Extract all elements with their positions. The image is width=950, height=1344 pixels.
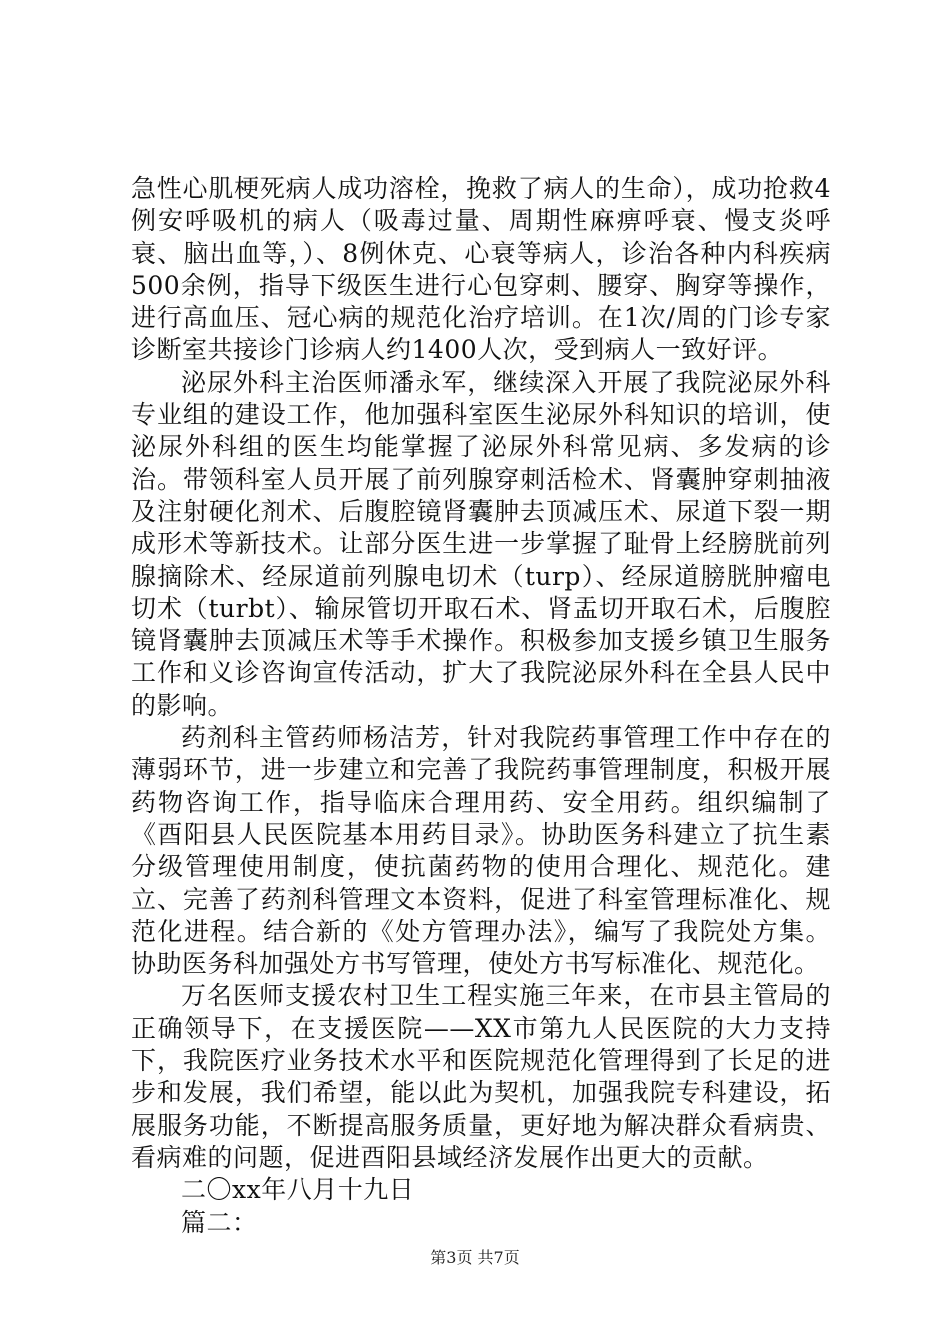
section-heading-part2: 篇二： — [181, 1207, 258, 1237]
paragraph-continued: 急性心肌梗死病人成功溶栓，挽救了病人的生命），成功抢救4例安呼吸机的病人（吸毒过量、周期性麻痹呼衰、慢支炎呼衰、脑出血等，）、8例休克、心衰等病人，诊治各种内科疾病500余例，指导下级医生进行心包穿刺、腰穿、胸穿等操作，进行高血压、冠心病的规范化治疗培训。在1次/周的门诊专家诊断室共接诊门诊病人约1400人次，受到病人一致好评。 — [131, 174, 831, 365]
date-line: 二〇xx年八月十九日 — [181, 1175, 415, 1205]
paragraph-summary: 万名医师支援农村卫生工程实施三年来，在市县主管局的正确领导下，在支援医院——XX市第九人民医院的大力支持下，我院医疗业务技术水平和医院规范化管理得到了长足的进步和发展，我们希望，能以此为契机，加强我院专科建设，拓展服务功能，不断提高服务质量，更好地为解决群众看病贵、看病难的问题，促进酉阳县域经济发展作出更大的贡献。 — [131, 981, 831, 1172]
paragraph-urology: 泌尿外科主治医师潘永军，继续深入开展了我院泌尿外科专业组的建设工作，他加强科室医生泌尿外科知识的培训，使泌尿外科组的医生均能掌握了泌尿外科常见病、多发病的诊治。带领科室人员开展了前列腺穿刺活检术、肾囊肿穿刺抽液及注射硬化剂术、后腹腔镜肾囊肿去顶减压术、尿道下裂一期成形术等新技术。让部分医生进一步掌握了耻骨上经膀胱前列腺摘除术、经尿道前列腺电切术（turp）、经尿道膀胱肿瘤电切术（turbt）、输尿管切开取石术、肾盂切开取石术，后腹腔镜肾囊肿去顶减压术等手术操作。积极参加支援乡镇卫生服务工作和义诊咨询宣传活动，扩大了我院泌尿外科在全县人民中的影响。 — [131, 367, 831, 720]
paragraph-pharmacy: 药剂科主管药师杨洁芳，针对我院药事管理工作中存在的薄弱环节，进一步建立和完善了我院药事管理制度，积极开展药物咨询工作，指导临床合理用药、安全用药。组织编制了《酉阳县人民医院基本用药目录》。协助医务科建立了抗生素分级管理使用制度，使抗菌药物的使用合理化、规范化。建立、完善了药剂科管理文本资料，促进了科室管理标准化、规范化进程。结合新的《处方管理办法》，编写了我院处方集。协助医务科加强处方书写管理，使处方书写标准化、规范化。 — [131, 723, 831, 979]
page-number-footer: 第3页 共7页 — [430, 1248, 520, 1267]
document-body — [131, 173, 831, 1239]
